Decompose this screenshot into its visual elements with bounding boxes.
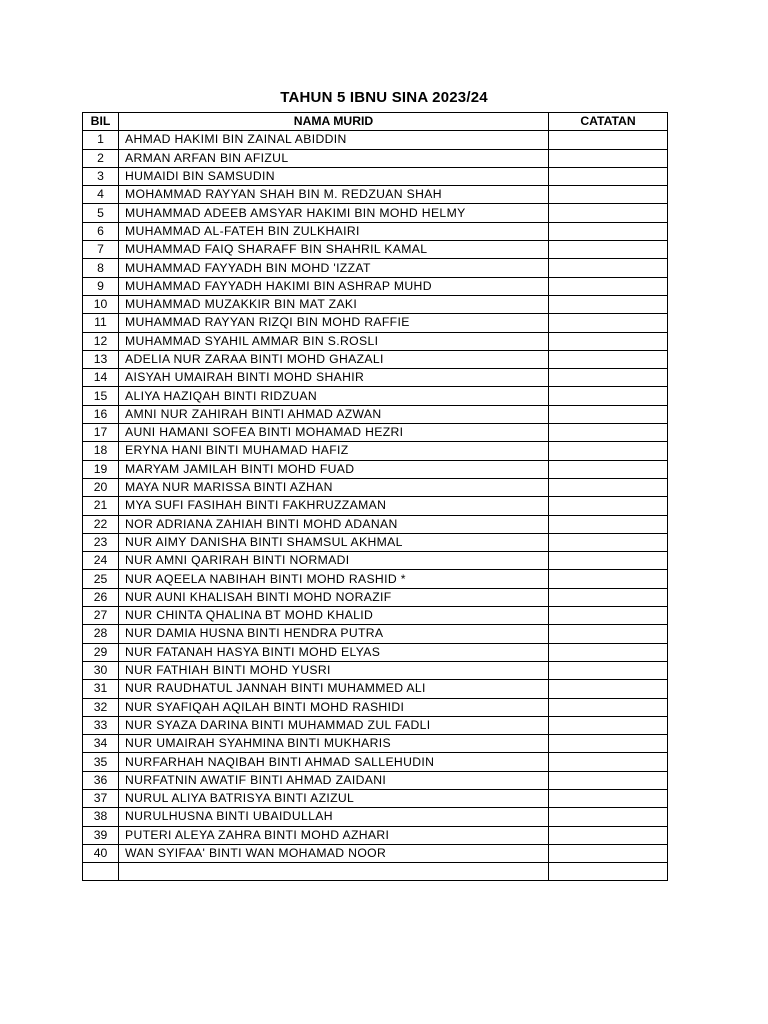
student-name: MUHAMMAD FAIQ SHARAFF BIN SHAHRIL KAMAL <box>119 241 549 259</box>
student-name: NUR SYAZA DARINA BINTI MUHAMMAD ZUL FADLI <box>119 716 549 734</box>
catatan-cell <box>549 735 668 753</box>
catatan-cell <box>549 149 668 167</box>
student-name: AISYAH UMAIRAH BINTI MOHD SHAHIR <box>119 369 549 387</box>
table-row <box>83 369 668 387</box>
table-row <box>83 844 668 862</box>
row-number: 28 <box>83 625 119 643</box>
catatan-cell <box>549 186 668 204</box>
student-name: NUR DAMIA HUSNA BINTI HENDRA PUTRA <box>119 625 549 643</box>
row-number: 26 <box>83 588 119 606</box>
table-row <box>83 442 668 460</box>
table-row <box>83 808 668 826</box>
student-name: NUR CHINTA QHALINA BT MOHD KHALID <box>119 607 549 625</box>
row-number: 34 <box>83 735 119 753</box>
table-row <box>83 698 668 716</box>
catatan-cell <box>549 204 668 222</box>
student-name: NUR AQEELA NABIHAH BINTI MOHD RASHID * <box>119 570 549 588</box>
row-number: 17 <box>83 424 119 442</box>
header-bil: BIL <box>83 113 119 131</box>
student-name: MUHAMMAD FAYYADH BIN MOHD 'IZZAT <box>119 259 549 277</box>
row-number: 20 <box>83 478 119 496</box>
row-number: 5 <box>83 204 119 222</box>
table-row <box>83 259 668 277</box>
catatan-cell <box>549 259 668 277</box>
student-name: MUHAMMAD RAYYAN RIZQI BIN MOHD RAFFIE <box>119 314 549 332</box>
student-name: ADELIA NUR ZARAA BINTI MOHD GHAZALI <box>119 350 549 368</box>
row-number: 2 <box>83 149 119 167</box>
catatan-cell <box>549 826 668 844</box>
table-row <box>83 424 668 442</box>
student-name: HUMAIDI BIN SAMSUDIN <box>119 167 549 185</box>
student-name: NURFARHAH NAQIBAH BINTI AHMAD SALLEHUDIN <box>119 753 549 771</box>
table-row <box>83 332 668 350</box>
student-table <box>82 112 668 881</box>
catatan-cell <box>549 295 668 313</box>
table-row <box>83 735 668 753</box>
row-number: 3 <box>83 167 119 185</box>
table-row <box>83 863 668 881</box>
student-name: NURULHUSNA BINTI UBAIDULLAH <box>119 808 549 826</box>
table-row <box>83 753 668 771</box>
table-row <box>83 533 668 551</box>
student-name: MAYA NUR MARISSA BINTI AZHAN <box>119 478 549 496</box>
row-number: 39 <box>83 826 119 844</box>
row-number: 38 <box>83 808 119 826</box>
catatan-cell <box>549 497 668 515</box>
catatan-cell <box>549 661 668 679</box>
table-row <box>83 149 668 167</box>
catatan-cell <box>549 716 668 734</box>
catatan-cell <box>549 698 668 716</box>
row-number: 37 <box>83 789 119 807</box>
row-number: 19 <box>83 460 119 478</box>
catatan-cell <box>549 607 668 625</box>
row-number: 33 <box>83 716 119 734</box>
catatan-cell <box>549 844 668 862</box>
table-row <box>83 478 668 496</box>
table-row <box>83 789 668 807</box>
row-number: 12 <box>83 332 119 350</box>
table-row <box>83 405 668 423</box>
header-name: NAMA MURID <box>119 113 549 131</box>
row-number: 6 <box>83 222 119 240</box>
student-name: NUR UMAIRAH SYAHMINA BINTI MUKHARIS <box>119 735 549 753</box>
row-number: 13 <box>83 350 119 368</box>
table-row <box>83 387 668 405</box>
catatan-cell <box>549 863 668 881</box>
table-row <box>83 552 668 570</box>
header-catatan: CATATAN <box>549 113 668 131</box>
student-name: ERYNA HANI BINTI MUHAMAD HAFIZ <box>119 442 549 460</box>
row-number: 31 <box>83 680 119 698</box>
catatan-cell <box>549 222 668 240</box>
catatan-cell <box>549 350 668 368</box>
catatan-cell <box>549 515 668 533</box>
row-number: 29 <box>83 643 119 661</box>
row-number: 18 <box>83 442 119 460</box>
student-name: AUNI HAMANI SOFEA BINTI MOHAMAD HEZRI <box>119 424 549 442</box>
student-name: ALIYA HAZIQAH BINTI RIDZUAN <box>119 387 549 405</box>
table-row <box>83 570 668 588</box>
table-row <box>83 826 668 844</box>
student-name: ARMAN ARFAN BIN AFIZUL <box>119 149 549 167</box>
table-row <box>83 460 668 478</box>
student-name: NUR AIMY DANISHA BINTI SHAMSUL AKHMAL <box>119 533 549 551</box>
catatan-cell <box>549 771 668 789</box>
row-number: 8 <box>83 259 119 277</box>
catatan-cell <box>549 460 668 478</box>
student-name: NUR RAUDHATUL JANNAH BINTI MUHAMMED ALI <box>119 680 549 698</box>
table-row <box>83 131 668 149</box>
student-name: NUR SYAFIQAH AQILAH BINTI MOHD RASHIDI <box>119 698 549 716</box>
table-row <box>83 716 668 734</box>
row-number: 22 <box>83 515 119 533</box>
student-name: MUHAMMAD AL-FATEH BIN ZULKHAIRI <box>119 222 549 240</box>
table-row <box>83 295 668 313</box>
student-name: NUR FATANAH HASYA BINTI MOHD ELYAS <box>119 643 549 661</box>
table-row <box>83 625 668 643</box>
student-name: MYA SUFI FASIHAH BINTI FAKHRUZZAMAN <box>119 497 549 515</box>
table-row <box>83 186 668 204</box>
student-name: MARYAM JAMILAH BINTI MOHD FUAD <box>119 460 549 478</box>
student-name: AHMAD HAKIMI BIN ZAINAL ABIDDIN <box>119 131 549 149</box>
catatan-cell <box>549 808 668 826</box>
table-header-row <box>83 113 668 131</box>
student-name: MUHAMMAD ADEEB AMSYAR HAKIMI BIN MOHD HELMY <box>119 204 549 222</box>
student-name: NUR AUNI KHALISAH BINTI MOHD NORAZIF <box>119 588 549 606</box>
student-name: NURFATNIN AWATIF BINTI AHMAD ZAIDANI <box>119 771 549 789</box>
table-row <box>83 588 668 606</box>
table-row <box>83 497 668 515</box>
catatan-cell <box>549 753 668 771</box>
catatan-cell <box>549 405 668 423</box>
catatan-cell <box>549 387 668 405</box>
table-row <box>83 515 668 533</box>
table-row <box>83 167 668 185</box>
catatan-cell <box>549 588 668 606</box>
table-row <box>83 277 668 295</box>
row-number: 16 <box>83 405 119 423</box>
table-row <box>83 241 668 259</box>
catatan-cell <box>549 332 668 350</box>
row-number: 40 <box>83 844 119 862</box>
student-name: WAN SYIFAA' BINTI WAN MOHAMAD NOOR <box>119 844 549 862</box>
row-number: 7 <box>83 241 119 259</box>
catatan-cell <box>549 625 668 643</box>
table-row <box>83 643 668 661</box>
student-name: NOR ADRIANA ZAHIAH BINTI MOHD ADANAN <box>119 515 549 533</box>
catatan-cell <box>549 131 668 149</box>
catatan-cell <box>549 167 668 185</box>
student-name: PUTERI ALEYA ZAHRA BINTI MOHD AZHARI <box>119 826 549 844</box>
row-number: 24 <box>83 552 119 570</box>
catatan-cell <box>549 552 668 570</box>
catatan-cell <box>549 314 668 332</box>
row-number: 11 <box>83 314 119 332</box>
row-number: 4 <box>83 186 119 204</box>
catatan-cell <box>549 478 668 496</box>
catatan-cell <box>549 643 668 661</box>
student-name: NUR AMNI QARIRAH BINTI NORMADI <box>119 552 549 570</box>
row-number: 15 <box>83 387 119 405</box>
table-row <box>83 222 668 240</box>
row-number: 35 <box>83 753 119 771</box>
catatan-cell <box>549 570 668 588</box>
table-row <box>83 680 668 698</box>
table-row <box>83 771 668 789</box>
catatan-cell <box>549 277 668 295</box>
row-number: 23 <box>83 533 119 551</box>
catatan-cell <box>549 533 668 551</box>
row-number: 14 <box>83 369 119 387</box>
row-number: 30 <box>83 661 119 679</box>
page-title: TAHUN 5 IBNU SINA 2023/24 <box>280 89 488 106</box>
row-number: 9 <box>83 277 119 295</box>
row-number: 27 <box>83 607 119 625</box>
student-name: MOHAMMAD RAYYAN SHAH BIN M. REDZUAN SHAH <box>119 186 549 204</box>
catatan-cell <box>549 424 668 442</box>
table-row <box>83 350 668 368</box>
catatan-cell <box>549 241 668 259</box>
catatan-cell <box>549 369 668 387</box>
student-name: NURUL ALIYA BATRISYA BINTI AZIZUL <box>119 789 549 807</box>
student-name: MUHAMMAD MUZAKKIR BIN MAT ZAKI <box>119 295 549 313</box>
table-body <box>83 131 668 881</box>
table-row <box>83 607 668 625</box>
student-name: AMNI NUR ZAHIRAH BINTI AHMAD AZWAN <box>119 405 549 423</box>
row-number: 10 <box>83 295 119 313</box>
table-row <box>83 314 668 332</box>
catatan-cell <box>549 442 668 460</box>
student-name: MUHAMMAD FAYYADH HAKIMI BIN ASHRAP MUHD <box>119 277 549 295</box>
row-number: 1 <box>83 131 119 149</box>
catatan-cell <box>549 789 668 807</box>
row-number: 21 <box>83 497 119 515</box>
row-number <box>83 863 119 881</box>
row-number: 36 <box>83 771 119 789</box>
student-name <box>119 863 549 881</box>
table-row <box>83 204 668 222</box>
student-name: MUHAMMAD SYAHIL AMMAR BIN S.ROSLI <box>119 332 549 350</box>
student-name: NUR FATHIAH BINTI MOHD YUSRI <box>119 661 549 679</box>
table-row <box>83 661 668 679</box>
catatan-cell <box>549 680 668 698</box>
row-number: 32 <box>83 698 119 716</box>
row-number: 25 <box>83 570 119 588</box>
